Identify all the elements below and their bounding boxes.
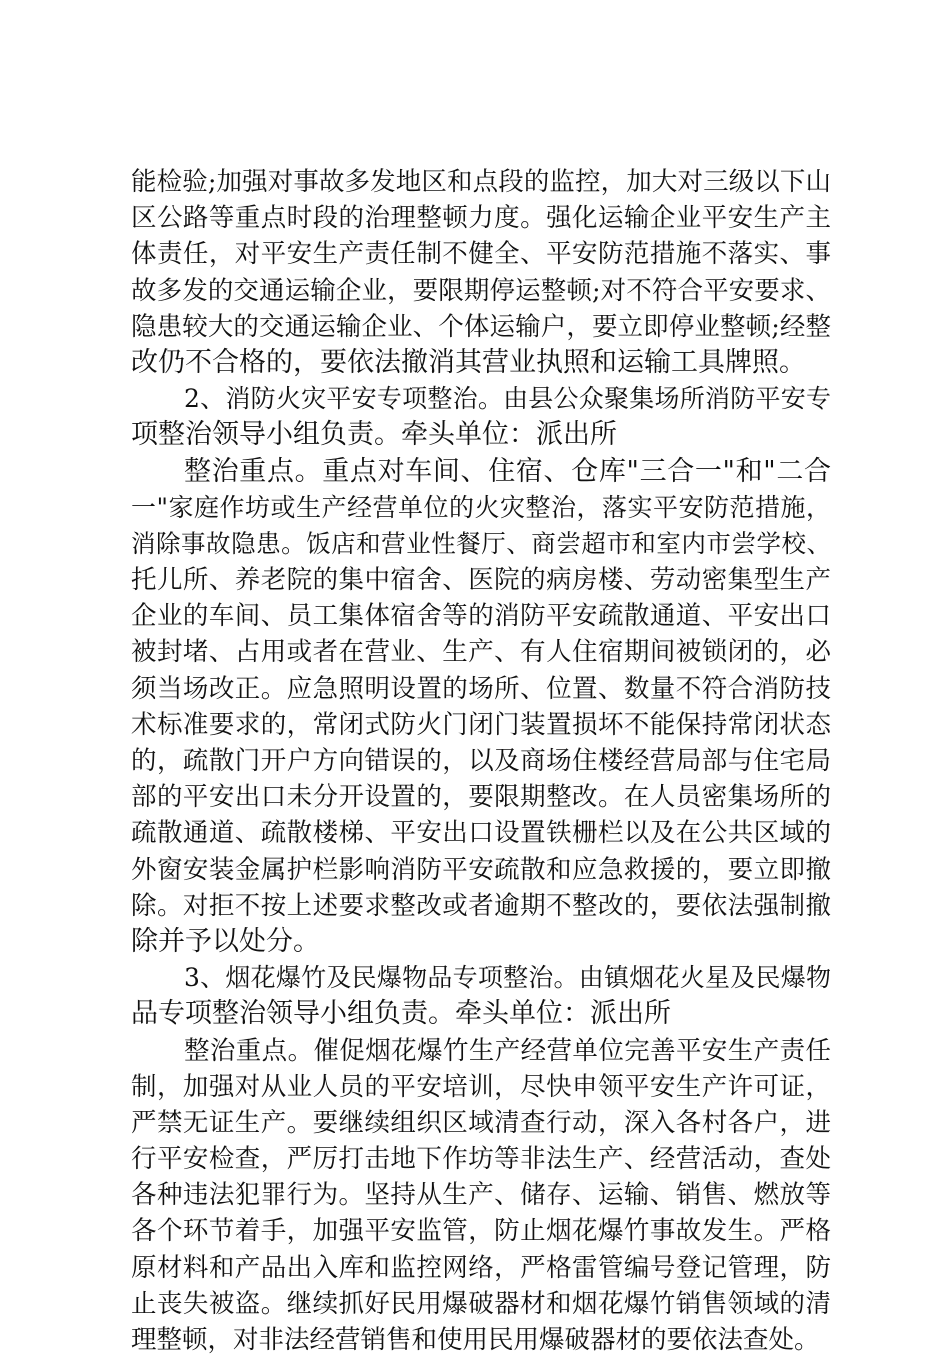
text-line: 企业的车间、员工集体宿舍等的消防平安疏散通道、平安出口 [131, 601, 831, 632]
text-line: 改仍不合格的，要依法撤消其营业执照和运输工具牌照。 [131, 346, 806, 378]
text-line: 部的平安出口未分开设置的，要限期整改。在人员密集场所的 [131, 782, 831, 813]
text-line: 一"家庭作坊或生产经营单位的火灾整治，落实平安防范措施， [131, 492, 831, 522]
document-body [131, 164, 831, 1358]
text-line: 原材料和产品出入库和监控网络，严格雷管编号登记管理，防 [131, 1252, 831, 1283]
text-line: 整治重点。催促烟花爆竹生产经营单位完善平安生产责任 [184, 1035, 831, 1066]
text-line: 品专项整治领导小组负责。牵头单位：派出所 [131, 998, 671, 1030]
text-line: 严禁无证生产。要继续组织区域清查行动，深入各村各户，进 [131, 1107, 831, 1138]
text-line: 制，加强对从业人员的平安培训，尽快申领平安生产许可证， [131, 1071, 831, 1102]
text-line: 隐患较大的交通运输企业、个体运输户，要立即停业整顿;经整 [131, 311, 831, 342]
text-line: 故多发的交通运输企业，要限期停运整顿;对不符合平安要求、 [131, 275, 831, 306]
text-line: 行平安检查，严厉打击地下作坊等非法生产、经营活动，查处 [131, 1144, 831, 1175]
text-line: 各种违法犯罪行为。坚持从生产、储存、运输、销售、燃放等 [131, 1180, 831, 1211]
text-line: 被封堵、占用或者在营业、生产、有人住宿期间被锁闭的，必 [131, 637, 831, 668]
text-line: 外窗安装金属护栏影响消防平安疏散和应急救援的，要立即撤 [131, 854, 831, 885]
text-line: 除。对拒不按上述要求整改或者逾期不整改的，要依法强制撤 [131, 890, 831, 921]
text-line: 须当场改正。应急照明设置的场所、位置、数量不符合消防技 [131, 673, 831, 704]
text-line: 体责任，对平安生产责任制不健全、平安防范措施不落实、事 [131, 239, 831, 270]
text-line: 消除事故隐患。饭店和营业性餐厅、商尝超市和室内市尝学校、 [131, 528, 831, 558]
text-line: 2、消防火灾平安专项整治。由县公众聚集场所消防平安专 [184, 384, 831, 414]
text-line: 托儿所、养老院的集中宿舍、医院的病房楼、劳动密集型生产 [131, 565, 831, 596]
text-line: 疏散通道、疏散楼梯、平安出口设置铁栅栏以及在公共区域的 [131, 818, 831, 849]
text-line: 各个环节着手，加强平安监管，防止烟花爆竹事故发生。严格 [131, 1216, 831, 1247]
text-line: 除并予以处分。 [131, 925, 320, 957]
text-line: 的，疏散门开户方向错误的，以及商场住楼经营局部与住宅局 [131, 746, 831, 776]
text-line: 项整治领导小组负责。牵头单位：派出所 [131, 419, 617, 451]
text-line: 区公路等重点时段的治理整顿力度。强化运输企业平安生产主 [131, 203, 831, 234]
text-line: 理整顿，对非法经营销售和使用民用爆破器材的要依法查处。 [131, 1325, 820, 1355]
text-line: 术标准要求的，常闭式防火门闭门装置损坏不能保持常闭状态 [131, 709, 831, 740]
text-line: 整治重点。重点对车间、住宿、仓库"三合一"和"二合 [184, 455, 831, 487]
text-line: 3、烟花爆竹及民爆物品专项整治。由镇烟花火星及民爆物 [184, 963, 831, 993]
text-line: 能检验;加强对事故多发地区和点段的监控，加大对三级以下山 [131, 167, 831, 197]
text-line: 止丧失被盗。继续抓好民用爆破器材和烟花爆竹销售领域的清 [131, 1288, 831, 1319]
